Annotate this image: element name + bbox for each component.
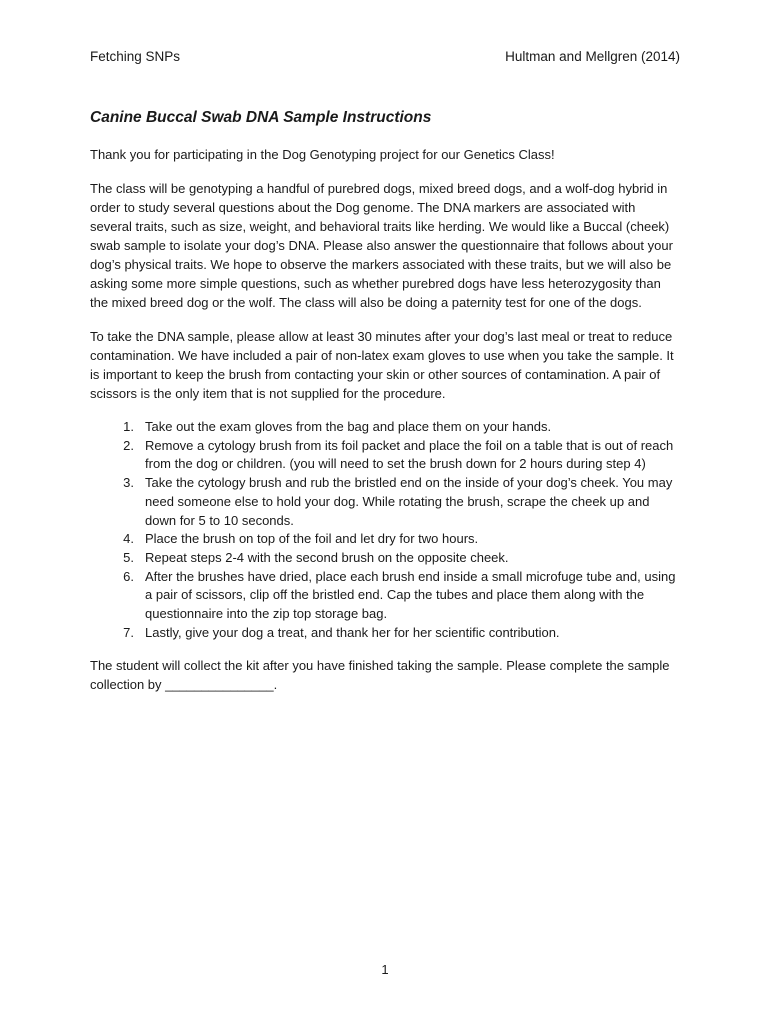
step-text: Take out the exam gloves from the bag and place them on your hands. bbox=[145, 419, 552, 434]
step-item bbox=[90, 568, 680, 624]
step-text: Remove a cytology brush from its foil packet and place the foil on a table that is out of reach from the dog or children. (you will need to set the brush down for 2 hours during step 4) bbox=[145, 437, 674, 472]
step-number: 2. bbox=[123, 437, 134, 453]
step-number: 1. bbox=[123, 419, 134, 434]
header-right: Hultman and Mellgren (2014) bbox=[505, 49, 680, 64]
step-item bbox=[90, 549, 680, 568]
step-item bbox=[90, 437, 680, 474]
closing-paragraph: The student will collect the kit after you have finished taking the sample. Please complete the sample collection by _______________. bbox=[90, 658, 670, 693]
step-number: 7. bbox=[123, 624, 134, 640]
document-title: Canine Buccal Swab DNA Sample Instructions bbox=[90, 109, 432, 126]
step-item bbox=[90, 474, 680, 530]
document-body bbox=[90, 107, 680, 694]
intro-paragraph: Thank you for participating in the Dog Genotyping project for our Genetics Class! bbox=[90, 147, 555, 162]
page-number: 1 bbox=[381, 962, 389, 977]
header-left: Fetching SNPs bbox=[90, 49, 181, 64]
page-header bbox=[90, 48, 680, 66]
step-item bbox=[90, 624, 680, 643]
step-item bbox=[90, 530, 680, 549]
step-text: Repeat steps 2-4 with the second brush on the opposite cheek. bbox=[145, 549, 509, 565]
step-number: 6. bbox=[123, 568, 134, 584]
instruction-steps bbox=[90, 418, 680, 642]
sample-preparation-paragraph: To take the DNA sample, please allow at least 30 minutes after your dog’s last meal or treat to reduce contamination. We have included a pair of non-latex exam gloves to use when you take the sample. It is important to keep the brush from contacting your skin or other sources of contamination. A pair of scissors is the only item that is not supplied for the procedure. bbox=[90, 329, 674, 401]
step-item bbox=[90, 418, 680, 437]
step-number: 4. bbox=[123, 531, 134, 547]
step-text: Lastly, give your dog a treat, and thank her for her scientific contribution. bbox=[145, 624, 560, 640]
step-text: Place the brush on top of the foil and let dry for two hours. bbox=[145, 531, 479, 547]
step-number: 5. bbox=[123, 549, 134, 565]
project-description-paragraph: The class will be genotyping a handful of purebred dogs, mixed breed dogs, and a wolf-dog hybrid in order to study several questions about the Dog genome. The DNA markers are associated with several traits, such as size, weight, and behavioral traits like herding. We would like a Buccal (cheek) swab sample to isolate your dog’s DNA. Please also answer the questionnaire that follows about your dog’s physical traits. We hope to observe the markers associated with these traits, but we will also be asking some more simple questions, such as whether purebred dogs have less heterozygosity than the mixed breed dog or the wolf. The class will also be doing a paternity test for one of the dogs. bbox=[90, 181, 673, 310]
step-number: 3. bbox=[123, 475, 134, 491]
step-text: After the brushes have dried, place each brush end inside a small microfuge tube and, using a pair of scissors, clip off the bristled end. Cap the tubes and place them along with the questionnaire into the zip top storage bag. bbox=[145, 568, 676, 622]
step-text: Take the cytology brush and rub the bristled end on the inside of your dog’s cheek. You may need someone else to hold your dog. While rotating the brush, scrape the cheek up and down for 5 to 10 seconds. bbox=[145, 475, 673, 528]
